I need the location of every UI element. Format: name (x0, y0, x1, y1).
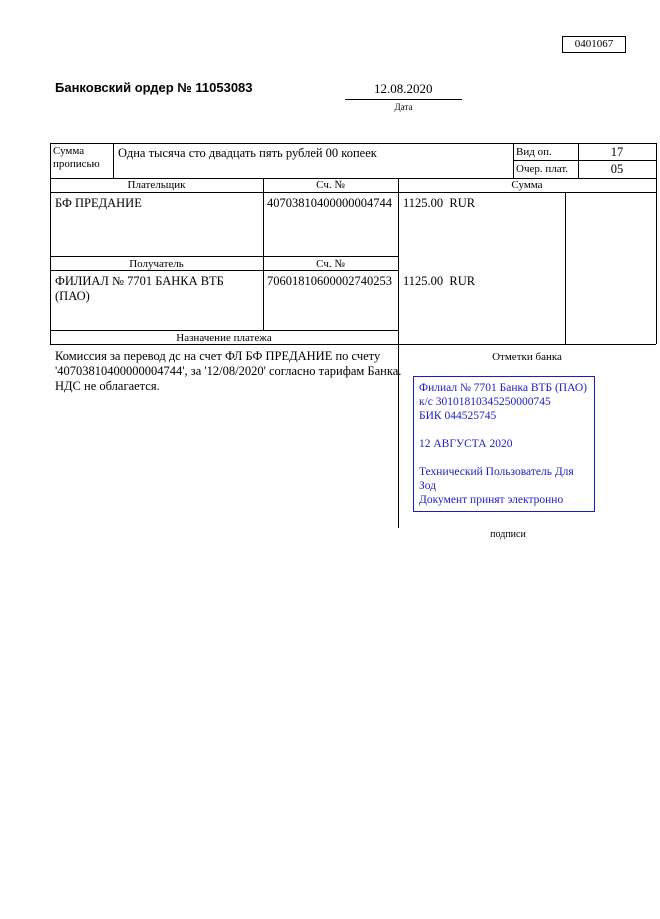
date-underline (345, 99, 462, 100)
signatures-label: подписи (490, 529, 526, 540)
grid-line (656, 143, 657, 344)
stamp-line-user: Технический Пользователь Для Зод (419, 466, 574, 492)
bank-marks-label: Отметки банка (492, 351, 562, 363)
grid-line (513, 160, 656, 161)
payer-amount: 1125.00 RUR (403, 196, 476, 210)
grid-line (50, 330, 398, 331)
amount-in-words-value: Одна тысяча сто двадцать пять рублей 00 копеек (118, 146, 377, 160)
stamp-line-blank (419, 423, 589, 437)
amount-column-label: Сумма (511, 179, 543, 191)
payee-account-column-label: Сч. № (316, 258, 345, 270)
document-title: Банковский ордер № 11053083 (55, 80, 253, 95)
bank-stamp (413, 376, 595, 512)
grid-line (50, 143, 656, 144)
form-code-box (562, 36, 626, 53)
payer-name: БФ ПРЕДАНИЕ (55, 196, 142, 210)
op-type-value: 17 (610, 145, 624, 159)
stamp-line-branch: Филиал № 7701 Банка ВТБ (ПАО) (419, 382, 587, 394)
priority-label: Очер. плат. (516, 163, 569, 175)
grid-line (50, 256, 398, 257)
stamp-line-bik: БИК 044525745 (419, 410, 497, 422)
amount-in-words-label (53, 145, 111, 171)
amount-in-words-label-line1: Сумма (53, 145, 85, 157)
payer-account-column-label: Сч. № (316, 179, 345, 191)
payer-account: 40703810400000004744 (267, 196, 392, 210)
payee-account: 70601810600002740253 (267, 274, 392, 288)
stamp-line-blank (419, 451, 589, 465)
op-type-label: Вид оп. (516, 146, 552, 158)
form-code: 0401067 (574, 38, 614, 50)
stamp-line-corr-acc: к/с 30101810345250000745 (419, 396, 551, 408)
stamp-line-accepted: Документ принят электронно (419, 494, 564, 506)
date-label: Дата (394, 102, 413, 112)
amount-in-words-label-line2: прописью (53, 158, 100, 170)
payee-amount: 1125.00 RUR (403, 274, 476, 288)
stamp-line-date: 12 АВГУСТА 2020 (419, 438, 513, 450)
priority-value: 05 (610, 162, 624, 176)
grid-line (113, 143, 114, 178)
grid-line (513, 143, 514, 178)
date-value: 12.08.2020 (374, 81, 433, 96)
payee-column-label: Получатель (129, 258, 184, 270)
grid-line (50, 143, 51, 344)
payee-name: ФИЛИАЛ № 7701 БАНКА ВТБ (ПАО) (55, 274, 224, 303)
grid-line (263, 178, 264, 330)
payer-column-label: Плательщик (127, 179, 186, 191)
purpose-column-label: Назначение платежа (176, 332, 272, 344)
grid-line (565, 192, 566, 344)
purpose-text: Комиссия за перевод дс на счет ФЛ БФ ПРЕДАНИЕ по счету '40703810400000004744', за '12/08/2020' согласно тарифам Банка. НДС не облагается. (55, 349, 402, 393)
